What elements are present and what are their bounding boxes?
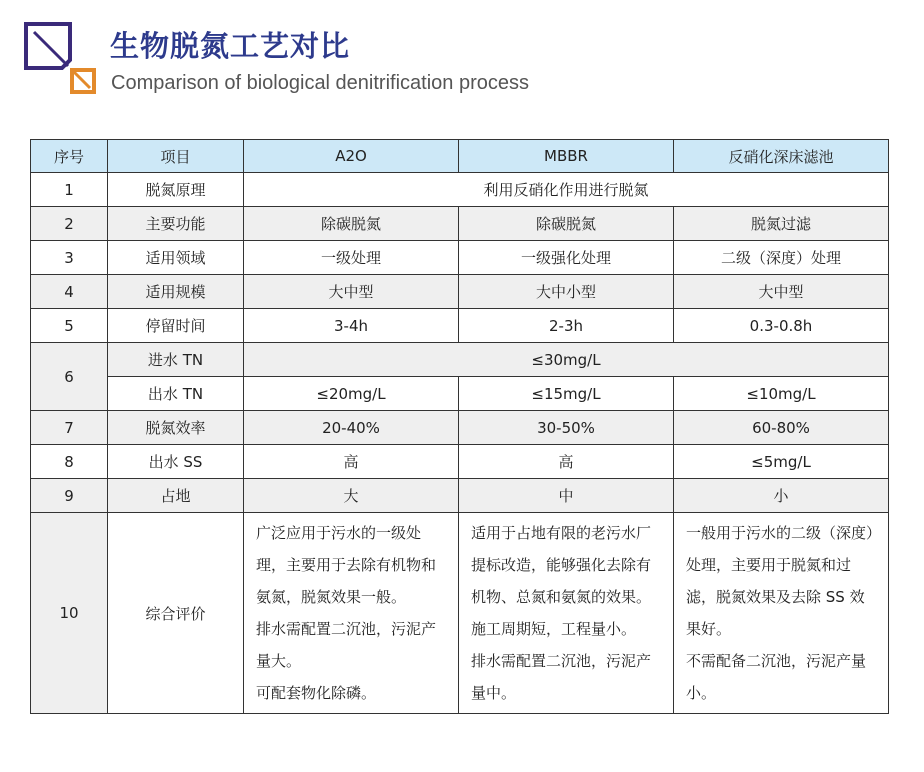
table-row bbox=[31, 377, 889, 411]
table-row bbox=[31, 411, 889, 445]
eval-paragraph: 适用于占地有限的老污水厂提标改造，能够强化去除有机物、总氮和氨氮的效果。施工周期短，工程量小。 bbox=[471, 524, 652, 638]
merged-cell: ≤30mg/L bbox=[244, 343, 889, 377]
eval-paragraph: 排水需配置二沉池，污泥产量中。 bbox=[471, 652, 652, 702]
row-item: 停留时间 bbox=[108, 309, 244, 343]
table-row bbox=[31, 513, 889, 714]
header-item: 项目 bbox=[108, 140, 244, 173]
cell-a2o: 大中型 bbox=[244, 275, 459, 309]
cell-a2o: ≤20mg/L bbox=[244, 377, 459, 411]
eval-paragraph: 不需配备二沉池，污泥产量小。 bbox=[686, 652, 867, 702]
cell-mbbr: ≤15mg/L bbox=[459, 377, 674, 411]
header-no: 序号 bbox=[31, 140, 108, 173]
header-mbbr: MBBR bbox=[459, 140, 674, 173]
eval-paragraph: 排水需配置二沉池，污泥产量大。 bbox=[256, 620, 437, 670]
eval-paragraph: 广泛应用于污水的一级处理，主要用于去除有机物和氨氮，脱氮效果一般。 bbox=[256, 524, 437, 606]
cell-filter: 二级（深度）处理 bbox=[674, 241, 889, 275]
cell-filter: 0.3-0.8h bbox=[674, 309, 889, 343]
cell-mbbr: 除碳脱氮 bbox=[459, 207, 674, 241]
table-row bbox=[31, 173, 889, 207]
row-item: 占地 bbox=[108, 479, 244, 513]
cell-filter: 脱氮过滤 bbox=[674, 207, 889, 241]
row-item: 适用领域 bbox=[108, 241, 244, 275]
header-a2o: A2O bbox=[244, 140, 459, 173]
row-no: 4 bbox=[31, 275, 108, 309]
table-row bbox=[31, 343, 889, 377]
cell-filter: 大中型 bbox=[674, 275, 889, 309]
row-item: 适用规模 bbox=[108, 275, 244, 309]
row-no: 6 bbox=[31, 343, 108, 411]
row-no: 3 bbox=[31, 241, 108, 275]
cell-a2o: 高 bbox=[244, 445, 459, 479]
eval-mbbr bbox=[459, 513, 674, 714]
cell-filter: 小 bbox=[674, 479, 889, 513]
table-header-row bbox=[31, 140, 889, 173]
cell-mbbr: 2-3h bbox=[459, 309, 674, 343]
table-row bbox=[31, 479, 889, 513]
cell-filter: 60-80% bbox=[674, 411, 889, 445]
row-item: 综合评价 bbox=[108, 513, 244, 714]
cell-mbbr: 大中小型 bbox=[459, 275, 674, 309]
row-no: 2 bbox=[31, 207, 108, 241]
row-item: 出水 TN bbox=[108, 377, 244, 411]
cell-mbbr: 一级强化处理 bbox=[459, 241, 674, 275]
page-title: 生物脱氮工艺对比 bbox=[110, 29, 351, 63]
row-no: 10 bbox=[31, 513, 108, 714]
table-row bbox=[31, 241, 889, 275]
row-item: 进水 TN bbox=[108, 343, 244, 377]
cell-mbbr: 30-50% bbox=[459, 411, 674, 445]
eval-paragraph: 可配套物化除磷。 bbox=[256, 684, 377, 702]
row-item: 脱氮效率 bbox=[108, 411, 244, 445]
row-no: 1 bbox=[31, 173, 108, 207]
table-row bbox=[31, 309, 889, 343]
cell-filter: ≤5mg/L bbox=[674, 445, 889, 479]
eval-a2o bbox=[244, 513, 459, 714]
comparison-table bbox=[30, 139, 889, 714]
cell-a2o: 20-40% bbox=[244, 411, 459, 445]
row-no: 8 bbox=[31, 445, 108, 479]
table-row bbox=[31, 275, 889, 309]
cell-a2o: 大 bbox=[244, 479, 459, 513]
row-no: 9 bbox=[31, 479, 108, 513]
corner-logo-icon bbox=[24, 22, 100, 98]
eval-filter bbox=[674, 513, 889, 714]
cell-mbbr: 中 bbox=[459, 479, 674, 513]
merged-cell: 利用反硝化作用进行脱氮 bbox=[244, 173, 889, 207]
row-item: 脱氮原理 bbox=[108, 173, 244, 207]
row-no: 7 bbox=[31, 411, 108, 445]
cell-filter: ≤10mg/L bbox=[674, 377, 889, 411]
cell-a2o: 除碳脱氮 bbox=[244, 207, 459, 241]
row-item: 出水 SS bbox=[108, 445, 244, 479]
table-row bbox=[31, 207, 889, 241]
row-item: 主要功能 bbox=[108, 207, 244, 241]
cell-mbbr: 高 bbox=[459, 445, 674, 479]
cell-a2o: 3-4h bbox=[244, 309, 459, 343]
header-filter: 反硝化深床滤池 bbox=[674, 140, 889, 173]
row-no: 5 bbox=[31, 309, 108, 343]
page-subtitle: Comparison of biological denitrification process bbox=[111, 72, 529, 94]
cell-a2o: 一级处理 bbox=[244, 241, 459, 275]
eval-paragraph: 一般用于污水的二级（深度）处理，主要用于脱氮和过滤，脱氮效果及去除 SS 效果好。 bbox=[686, 524, 874, 638]
table-row bbox=[31, 445, 889, 479]
